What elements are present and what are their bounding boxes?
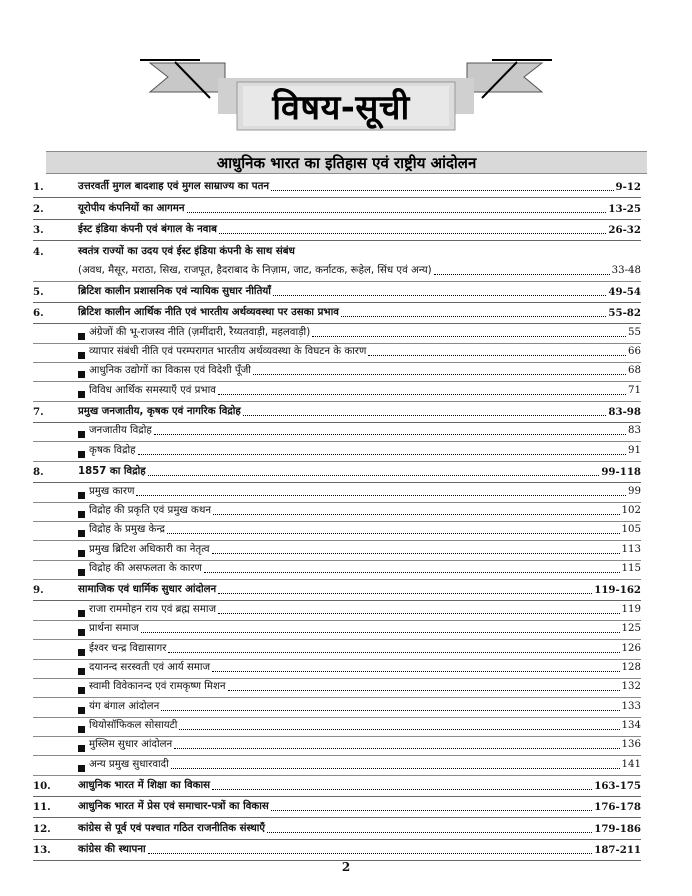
entry-label: (अवध, मैसूर, मराठा, सिख, राजपूत, हैदराबाद के निज़ाम, जाट, कर्नाटक, रूहेल, सिंध एवं अन्य) [78, 264, 432, 276]
square-bullet-icon [78, 687, 85, 694]
square-bullet-icon [78, 765, 85, 772]
square-bullet-icon [78, 707, 85, 714]
dot-leader [219, 233, 606, 234]
dot-leader [187, 212, 607, 213]
entry-number [33, 537, 78, 540]
entry-page: 133 [621, 700, 641, 712]
entry-label: ब्रिटिश कालीन प्रशासनिक एवं न्यायिक सुधार नीतियाँ [78, 285, 271, 297]
toc-subitem[interactable] [33, 718, 641, 737]
entry-label: आधुनिक भारत में शिक्षा का विकास [78, 780, 211, 792]
entry-label-wrap [78, 306, 641, 323]
entry-number [33, 772, 78, 775]
entry-label: जनजातीय विद्रोह [89, 425, 152, 437]
entry-number [33, 518, 78, 521]
entry-label-wrap [78, 485, 641, 502]
toc-entry[interactable] [33, 840, 641, 861]
toc-subitem[interactable] [33, 324, 641, 343]
entry-label: कांग्रेस की स्थापना [78, 844, 146, 856]
dot-leader [154, 434, 626, 435]
entry-page: 132 [621, 681, 641, 693]
entry-label: कांग्रेस से पूर्व एवं पश्चात गठित राजनीतिक संस्थाएँ [78, 822, 266, 834]
square-bullet-icon [78, 511, 85, 518]
toc-subitem[interactable] [33, 442, 641, 461]
page-title: विषय-सूची [272, 88, 410, 128]
toc-subitem[interactable] [33, 423, 641, 442]
toc-subitem[interactable] [33, 679, 641, 698]
entry-label: 1857 का विद्रोह [78, 466, 146, 478]
dot-leader [212, 671, 620, 672]
entry-label: स्वतंत्र राज्यों का उदय एवं ईस्ट इंडिया कंपनी के साथ संबंध [78, 246, 295, 258]
entry-number: 11. [33, 801, 51, 814]
dot-leader [174, 748, 619, 749]
entry-label-wrap [78, 822, 641, 839]
dot-leader [368, 355, 626, 356]
toc-subitem[interactable] [33, 522, 641, 541]
entry-label: विद्रोह की प्रकृति एवं प्रमुख कथन [89, 504, 211, 516]
entry-number: 2. [33, 202, 44, 215]
entry-page: 119-162 [594, 584, 641, 597]
square-bullet-icon [78, 530, 85, 537]
toc-subitem[interactable] [33, 483, 641, 502]
entry-label-wrap [78, 642, 641, 659]
entry-number: 10. [33, 780, 51, 793]
entry-page: 99-118 [601, 466, 641, 479]
toc-entry[interactable] [33, 177, 641, 198]
entry-page: 9-12 [615, 181, 641, 194]
square-bullet-icon [78, 451, 85, 458]
dot-leader [161, 710, 619, 711]
entry-page: 176-178 [594, 801, 641, 814]
dot-leader [218, 593, 592, 594]
entry-label-wrap [78, 523, 641, 540]
entry-label: यंग बंगाल आंदोलन [89, 700, 160, 712]
toc-entry[interactable] [33, 402, 641, 423]
entry-label: ईश्वर चन्द्र विद्यासागर [89, 642, 167, 654]
entry-label: थियोसॉफिकल सोसायटी [89, 720, 178, 732]
entry-number: 7. [33, 406, 44, 419]
entry-label-wrap [78, 223, 641, 240]
entry-label-wrap [78, 603, 641, 620]
toc-entry[interactable] [33, 303, 641, 324]
entry-label-wrap [78, 622, 641, 639]
entry-page: 128 [621, 661, 641, 673]
toc-subitem[interactable] [33, 262, 641, 281]
section-title: आधुनिक भारत का इतिहास एवं राष्ट्रीय आंदोलन [216, 153, 477, 172]
entry-label-wrap [78, 700, 641, 717]
entry-page: 83 [628, 425, 641, 437]
entry-label-wrap [78, 562, 641, 579]
dot-leader [212, 553, 620, 554]
entry-number [33, 636, 78, 639]
square-bullet-icon [78, 391, 85, 398]
entry-number [33, 378, 78, 381]
title-banner [0, 0, 692, 150]
entry-label-wrap [78, 285, 641, 302]
square-bullet-icon [78, 629, 85, 636]
square-bullet-icon [78, 352, 85, 359]
dot-leader [148, 853, 593, 854]
dot-leader [267, 832, 592, 833]
dot-leader [167, 533, 620, 534]
toc-entry[interactable] [33, 580, 641, 601]
entry-number [33, 359, 78, 362]
entry-number [33, 458, 78, 461]
entry-number [33, 733, 78, 736]
entry-label: प्रमुख ब्रिटिश अधिकारी का नेतृत्व [89, 543, 210, 555]
entry-number: 9. [33, 584, 44, 597]
entry-label: आधुनिक भारत में प्रेस एवं समाचार-पत्रों का विकास [78, 801, 269, 813]
entry-label-wrap [78, 384, 641, 401]
toc-subitem[interactable] [33, 756, 641, 775]
entry-page: 115 [621, 563, 641, 575]
toc-entry[interactable] [33, 282, 641, 303]
entry-label-wrap [78, 326, 641, 343]
entry-label: व्यापार संबंधी नीति एवं परम्परागत भारतीय अर्थव्यवस्था के विघटन के कारण [89, 345, 367, 357]
dot-leader [179, 729, 619, 730]
entry-number: 8. [33, 466, 44, 479]
entry-page: 55 [628, 326, 641, 338]
dot-leader [148, 475, 600, 476]
entry-label-wrap [78, 202, 641, 219]
square-bullet-icon [78, 569, 85, 576]
entry-page: 134 [621, 720, 641, 732]
entry-page: 126 [621, 642, 641, 654]
toc-entry[interactable] [33, 797, 641, 818]
entry-label-wrap [78, 719, 641, 736]
entry-number [33, 557, 78, 560]
entry-page: 91 [628, 444, 641, 456]
entry-label: आधुनिक उद्योगों का विकास एवं विदेशी पूँजी [89, 365, 251, 377]
entry-label: विद्रोह की असफलता के कारण [89, 563, 202, 575]
dot-leader [434, 274, 610, 275]
dot-leader [141, 632, 620, 633]
entry-number [33, 499, 78, 502]
dot-leader [341, 316, 607, 317]
entry-page: 113 [621, 543, 641, 555]
entry-label-wrap [78, 800, 641, 817]
dot-leader [228, 690, 620, 691]
entry-label-wrap [78, 180, 641, 197]
entry-number [33, 656, 78, 659]
toc-entry[interactable] [33, 241, 641, 262]
entry-page: 55-82 [608, 307, 641, 320]
entry-page: 13-25 [608, 202, 641, 215]
entry-label-wrap [78, 779, 641, 796]
entry-label: प्रमुख कारण [89, 485, 135, 497]
entry-page: 71 [628, 384, 641, 396]
entry-page: 141 [621, 758, 641, 770]
dot-leader [171, 768, 620, 769]
entry-label-wrap [78, 424, 641, 441]
dot-leader [136, 495, 626, 496]
dot-leader [243, 415, 607, 416]
square-bullet-icon [78, 610, 85, 617]
toc-subitem[interactable] [33, 737, 641, 756]
entry-label: मुस्लिम सुधार आंदोलन [89, 739, 173, 751]
entry-number [33, 617, 78, 620]
entry-label: विद्रोह के प्रमुख केन्द्र [89, 524, 165, 536]
entry-label: ईस्ट इंडिया कंपनी एवं बंगाल के नवाब [78, 223, 217, 235]
square-bullet-icon [78, 431, 85, 438]
toc-entry[interactable] [33, 220, 641, 241]
entry-label: प्रार्थना समाज [89, 623, 139, 635]
entry-page: 187-211 [594, 844, 641, 857]
entry-label-wrap [78, 405, 641, 422]
entry-label-wrap [78, 758, 641, 775]
toc-subitem[interactable] [33, 640, 641, 659]
square-bullet-icon [78, 726, 85, 733]
dot-leader [271, 190, 613, 191]
entry-label: कृषक विद्रोह [89, 444, 136, 456]
toc-subitem[interactable] [33, 601, 641, 620]
entry-page: 102 [621, 504, 641, 516]
entry-page: 179-186 [594, 822, 641, 835]
toc-subitem[interactable] [33, 698, 641, 717]
entry-number [33, 694, 78, 697]
dot-leader [273, 295, 606, 296]
entry-page: 136 [621, 739, 641, 751]
entry-page: 68 [628, 365, 641, 377]
entry-number [33, 576, 78, 579]
entry-label: उत्तरवर्ती मुगल बादशाह एवं मुगल साम्राज्य का पतन [78, 181, 270, 193]
toc-subitem[interactable] [33, 621, 641, 640]
entry-label: राजा राममोहन राय एवं ब्रह्म समाज [89, 603, 217, 615]
entry-page: 49-54 [608, 285, 641, 298]
entry-label: विविध आर्थिक समस्याएँ एवं प्रभाव [89, 384, 216, 396]
entry-label: सामाजिक एवं धार्मिक सुधार आंदोलन [78, 584, 217, 596]
entry-page: 26-32 [608, 223, 641, 236]
entry-number: 6. [33, 307, 44, 320]
dot-leader [212, 789, 592, 790]
toc-subitem[interactable] [33, 503, 641, 522]
entry-label-wrap [78, 583, 641, 600]
square-bullet-icon [78, 371, 85, 378]
entry-label-wrap [78, 661, 641, 678]
entry-label: अंग्रेजों की भू-राजस्व नीति (ज़मींदारी, रैय्यतवाड़ी, महलवाड़ी) [89, 326, 311, 338]
entry-number [33, 752, 78, 755]
entry-number: 12. [33, 822, 51, 835]
entry-label: अन्य प्रमुख सुधारवादी [89, 758, 169, 770]
entry-label-wrap [78, 738, 641, 755]
entry-page: 99 [628, 485, 641, 497]
entry-number [33, 675, 78, 678]
table-of-contents [33, 177, 641, 861]
dot-leader [213, 514, 620, 515]
entry-number [33, 398, 78, 401]
entry-label-wrap [78, 245, 641, 262]
entry-label-wrap [78, 364, 641, 381]
dot-leader [138, 454, 626, 455]
section-header [46, 151, 647, 174]
entry-page: 83-98 [608, 406, 641, 419]
page-number: 2 [341, 860, 351, 874]
square-bullet-icon [78, 550, 85, 557]
toc-subitem[interactable] [33, 344, 641, 363]
entry-label-wrap [78, 680, 641, 697]
dot-leader [204, 572, 620, 573]
entry-number: 4. [33, 246, 44, 259]
entry-label-wrap [78, 543, 641, 560]
entry-page: 33-48 [611, 264, 641, 276]
entry-number [33, 438, 78, 441]
toc-subitem[interactable] [33, 660, 641, 679]
square-bullet-icon [78, 492, 85, 499]
entry-label-wrap [78, 345, 641, 362]
entry-number: 13. [33, 844, 51, 857]
entry-number [33, 278, 78, 281]
entry-number: 5. [33, 285, 44, 298]
entry-page: 119 [621, 603, 641, 615]
toc-entry[interactable] [33, 776, 641, 797]
entry-label-wrap [78, 264, 641, 281]
toc-entry[interactable] [33, 818, 641, 839]
toc-subitem[interactable] [33, 382, 641, 401]
square-bullet-icon [78, 745, 85, 752]
toc-entry[interactable] [33, 462, 641, 483]
entry-page: 66 [628, 345, 641, 357]
toc-subitem[interactable] [33, 561, 641, 580]
entry-label-wrap [78, 843, 641, 860]
toc-subitem[interactable] [33, 541, 641, 560]
entry-page: 105 [621, 524, 641, 536]
dot-leader [168, 652, 619, 653]
entry-label-wrap [78, 504, 641, 521]
square-bullet-icon [78, 649, 85, 656]
entry-label-wrap [78, 444, 641, 461]
square-bullet-icon [78, 668, 85, 675]
dot-leader [271, 810, 592, 811]
square-bullet-icon [78, 333, 85, 340]
entry-label: दयानन्द सरस्वती एवं आर्य समाज [89, 661, 211, 673]
entry-page: 125 [621, 623, 641, 635]
toc-entry[interactable] [33, 198, 641, 219]
dot-leader [218, 394, 626, 395]
entry-label-wrap [78, 465, 641, 482]
entry-label: ब्रिटिश कालीन आर्थिक नीति एवं भारतीय अर्थव्यवस्था पर उसका प्रभाव [78, 307, 339, 319]
entry-number: 3. [33, 223, 44, 236]
entry-number: 1. [33, 181, 44, 194]
entry-page: 163-175 [594, 780, 641, 793]
entry-label: प्रमुख जनजातीय, कृषक एवं नागरिक विद्रोह [78, 406, 241, 418]
dot-leader [253, 374, 626, 375]
toc-subitem[interactable] [33, 363, 641, 382]
entry-label: स्वामी विवेकानन्द एवं रामकृष्ण मिशन [89, 681, 226, 693]
entry-number [33, 340, 78, 343]
dot-leader [312, 336, 626, 337]
dot-leader [218, 613, 619, 614]
entry-label: यूरोपीय कंपनियों का आगमन [78, 202, 185, 214]
entry-number [33, 714, 78, 717]
